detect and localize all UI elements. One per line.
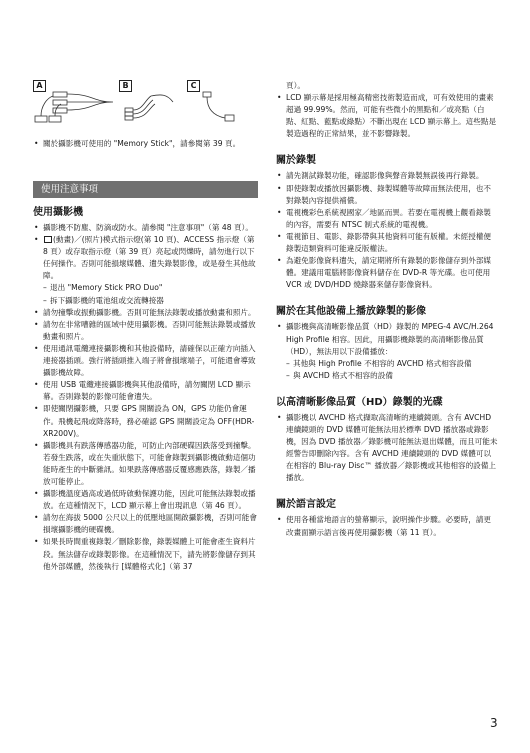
list-item: • 如果長時間重複錄製／刪除影像，錄製媒體上可能會產生資料片段。無法儲存或錄製影像。在這種情況下，請先將影像儲存到其他外部媒體，然後執行 [媒體格式化]（第 37 xyxy=(33,536,258,572)
left-list xyxy=(33,222,258,573)
list-item-text: (動畫)／(照片)模式指示燈(第 10 頁)、ACCESS 指示燈（第 8 頁）或存取指示燈（第 39 頁）亮起或閃爍時，請勿進行以下任何操作。否則可能損壞媒體、遺失錄製影像，或是發生其他故障。 xyxy=(43,235,256,281)
heading-use-camera: 使用攝影機 xyxy=(33,207,83,218)
list-item-text: 攝影機與高清晰影像品質（HD）錄製的 MPEG-4 AVC/H.264 High Profile 相容。因此，用攝影機錄製的高清晰影像品質（HD），無法用以下設備播放： xyxy=(286,322,494,356)
heading-language: 關於語言設定 xyxy=(276,499,336,511)
list-item xyxy=(276,321,498,381)
dash-item: – 拆下攝影機的電池組或交流轉接器 xyxy=(43,295,258,307)
heading-recording: 關於錄製 xyxy=(276,155,316,167)
list-item: • 電視機彩色系統視國家／地區而異。若要在電視機上觀看錄製的內容，需要有 NTSC 制式系統的電視機。 xyxy=(276,207,498,231)
list-item: • 攝影機不防塵、防滴或防水。請參閱 "注意事項"（第 48 頁）。 xyxy=(33,222,258,234)
list-item: • 電視節目、電影、錄影帶與其他資料可能有版權。未經授權便錄製這類資料可能違反版權法。 xyxy=(276,231,498,255)
continued-text: 頁）。 xyxy=(286,81,305,90)
label-a: A xyxy=(33,80,46,92)
memory-stick-note: • 關於攝影機可使用的 "Memory Stick"，請參閱第 39 頁。 xyxy=(33,138,258,150)
list-item: • 為避免影像資料遺失，請定期將所有錄製的影像儲存到外部媒體。建議用電腦將影像資料儲存在 DVD-R 等光碟。也可使用 VCR 或 DVD/HDD 燒錄器來儲存影像資料。 xyxy=(276,255,498,291)
lcd-note: • LCD 顯示幕是採用極高精密技術製造而成，可有效使用的畫素超過 99.99%。然而，可能有些微小的黑點和／或亮點（白點、紅點、藍點或綠點）不斷出現在 LCD 顯示幕上。這些點是製造過程的正常結果，並不影響錄製。 xyxy=(276,92,498,140)
list-item: • 攝影機具有跌落傳感器功能，可防止內部硬碟因跌落受到撞擊。若發生跌落，或在失重狀態下，可能會錄製到攝影機啟動這個功能時產生的中斷雜訊。如果跌落傳感器反覆感應跌落，錄製／播放可能停止。 xyxy=(33,440,258,488)
dash-item: – 退出 "Memory Stick PRO Duo" xyxy=(43,282,258,294)
list-item: • 即使錄製或播放因攝影機、錄製媒體等故障而無法使用，也不對錄製內容提供補償。 xyxy=(276,183,498,207)
list-item: • 即使關閉攝影機，只要 GPS 開關設為 ON，GPS 功能仍會運作。飛機起飛或降落時，務必確認 GPS 開關設定為 OFF(HDR-XR200V)。 xyxy=(33,403,258,439)
label-b: B xyxy=(119,80,132,92)
list-item: • 請先測試錄製功能，確認影像與聲音錄製無誤後再行錄製。 xyxy=(276,170,498,182)
list-item: • 使用 USB 電纜連接攝影機與其他設備時，請勿關閉 LCD 顯示幕。否則錄製的影像可能會遺失。 xyxy=(33,379,258,403)
label-c: C xyxy=(187,80,200,92)
movie-icon xyxy=(44,236,52,243)
section-banner: 使用注意事項 xyxy=(33,181,258,198)
dash-item: – 與 AVCHD 格式不相容的設備 xyxy=(286,370,498,382)
list-item: • 攝影機以 AVCHD 格式擷取高清晰的連續鏡頭。含有 AVCHD 連續鏡頭的 DVD 媒體可能無法用於標準 DVD 播放器或錄影機，因為 DVD 播放器／錄影機可能無法退出媒體，而且可能未經警告即刪除內容。含有 AVCHD 連續鏡頭的 DVD 媒體可以在相容的 Blu-ray Disc™ 播放器／錄影機或其他相容的設備上播放。 xyxy=(276,412,498,485)
heading-hd-discs: 以高清晰影像品質（HD）錄製的光碟 xyxy=(276,396,443,408)
list-item xyxy=(33,234,258,307)
list-item: • 請勿在海拔 5000 公尺以上的低壓地區開啟攝影機，否則可能會損壞攝影機的硬碟機。 xyxy=(33,512,258,536)
list-item: • 攝影機溫度過高或過低時啟動保護功能，因此可能無法錄製或播放。在這種情況下，LCD 顯示幕上會出現訊息（第 46 頁）。 xyxy=(33,488,258,512)
dash-item: – 其他與 High Profile 不相容的 AVCHD 格式相容設備 xyxy=(286,358,498,370)
list-item: • 使用各種當地語言的螢幕顯示，說明操作步驟。必要時，請更改畫面顯示語言後再使用攝影機（第 11 頁）。 xyxy=(276,514,498,538)
heading-playback-other: 關於在其他設備上播放錄製的影像 xyxy=(276,306,426,318)
page-number: 3 xyxy=(490,716,498,730)
list-item: • 使用通訊電纜連接攝影機和其他設備時，請確保以正確方向插入連接器插頭。強行將插頭推入端子將會損壞端子，可能還會導致攝影機故障。 xyxy=(33,343,258,379)
list-item: • 請勿撞擊或振動攝影機。否則可能無法錄製或播放動畫和照片。 xyxy=(33,307,258,319)
list-item: • 請勿在非常嘈雜的區域中使用攝影機。否則可能無法錄製或播放動畫和照片。 xyxy=(33,319,258,343)
cable-illustration xyxy=(33,80,238,132)
cable-drawing xyxy=(33,80,238,132)
